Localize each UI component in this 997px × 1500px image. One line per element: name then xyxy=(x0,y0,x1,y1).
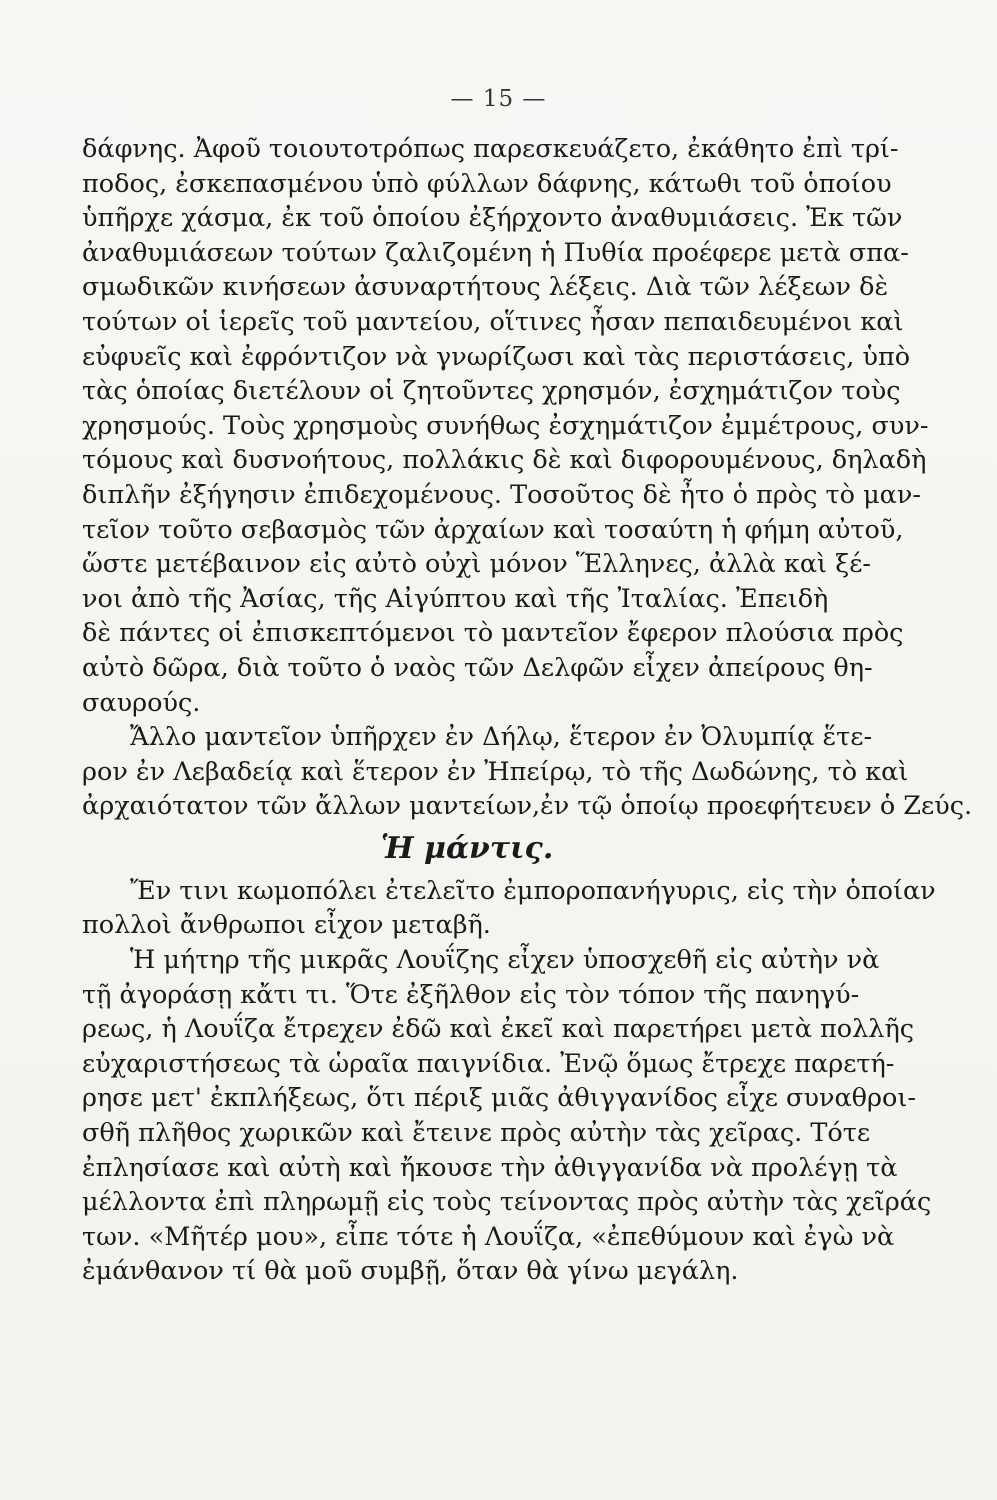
text-line: μέλλοντα ἐπὶ πληρωμῇ εἰς τοὺς τείνοντας πρὸς αὐτὴν τὰς χεῖράς xyxy=(82,1187,932,1218)
text-line: πολλοὶ ἄνθρωποι εἶχον μεταβῆ. xyxy=(82,910,491,941)
text-line: Ἔν τινι κωμοπόλει ἐτελεῖτο ἐμποροπανήγυρις, εἰς τὴν ὁποίαν xyxy=(130,875,936,906)
text-line: χρησμούς. Τοὺς χρησμοὺς συνήθως ἐσχημάτιζον ἐμμέτρους, συν- xyxy=(82,410,929,441)
text-line: τεῖον τοῦτο σεβασμὸς τῶν ἀρχαίων καὶ τοσαύτη ἡ φήμη αὐτοῦ, xyxy=(82,514,904,545)
text-line: εὐχαριστήσεως τὰ ὡραῖα παιγνίδια. Ἐνῷ ὅμως ἔτρεχε παρετή- xyxy=(82,1048,895,1079)
text-line: ἀρχαιότατον τῶν ἄλλων μαντείων,ἐν τῷ ὁποίῳ προεφήτευεν ὁ Ζεύς. xyxy=(82,791,973,822)
text-line: σαυρούς. xyxy=(82,687,201,718)
text-line: σθῆ πλῆθος χωρικῶν καὶ ἔτεινε πρὸς αὐτὴν τὰς χεῖρας. Τότε xyxy=(82,1118,871,1149)
text-line: ποδος, ἐσκεπασμένου ὑπὸ φύλλων δάφνης, κάτωθι τοῦ ὁποίου xyxy=(82,168,892,199)
text-line: δὲ πάντες οἱ ἐπισκεπτόμενοι τὸ μαντεῖον ἔφερον πλούσια πρὸς xyxy=(82,618,904,649)
text-line: ρησε μετ' ἐκπλήξεως, ὅτι πέριξ μιᾶς ἀθιγγανίδος εἶχε συναθροι- xyxy=(82,1083,916,1114)
page-text xyxy=(82,132,973,1289)
text-line: ἐμάνθανον τί θὰ μοῦ συμβῇ, ὅταν θὰ γίνω μεγάλη. xyxy=(82,1256,739,1287)
text-line: νοι ἀπὸ τῆς Ἀσίας, τῆς Αἰγύπτου καὶ τῆς Ἰταλίας. Ἐπειδὴ xyxy=(82,583,829,614)
text-line: σμωδικῶν κινήσεων ἀσυναρτήτους λέξεις. Διὰ τῶν λέξεων δὲ xyxy=(82,272,889,303)
page-number: — 15 — xyxy=(450,86,547,112)
text-line: ὑπῆρχε χάσμα, ἐκ τοῦ ὁποίου ἐξήρχοντο ἀναθυμιάσεις. Ἐκ τῶν xyxy=(82,203,903,234)
text-line: δάφνης. Ἀφοῦ τοιουτοτρόπως παρεσκευάζετο, ἐκάθητο ἐπὶ τρί- xyxy=(82,134,899,164)
text-line: τούτων οἱ ἱερεῖς τοῦ μαντείου, οἵτινες ἦσαν πεπαιδευμένοι καὶ xyxy=(82,306,904,337)
text-line: τόμους καὶ δυσνοήτους, πολλάκις δὲ καὶ διφορουμένους, δηλαδὴ xyxy=(82,445,927,476)
text-line: διπλῆν ἐξήγησιν ἐπιδεχομένους. Τοσοῦτος δὲ ἦτο ὁ πρὸς τὸ μαν- xyxy=(82,479,922,510)
text-line: των. «Μῆτέρ μου», εἶπε τότε ἡ Λουΐζα, «ἐπεθύμουν καὶ ἐγὼ νὰ xyxy=(82,1221,895,1252)
text-line: ρον ἐν Λεβαδείᾳ καὶ ἕτερον ἐν Ἠπείρῳ, τὸ τῆς Δωδώνης, τὸ καὶ xyxy=(82,756,909,787)
text-line: ἐπλησίασε καὶ αὐτὴ καὶ ἤκουσε τὴν ἀθιγγανίδα νὰ προλέγῃ τὰ xyxy=(82,1152,898,1183)
text-line: τὰς ὁποίας διετέλουν οἱ ζητοῦντες χρησμόν, ἐσχημάτιζον τοὺς xyxy=(82,376,901,407)
text-line: ὥστε μετέβαινον εἰς αὐτὸ οὐχὶ μόνον Ἕλληνες, ἀλλὰ καὶ ξέ- xyxy=(82,549,872,580)
text-line: εὐφυεῖς καὶ ἐφρόντιζον νὰ γνωρίζωσι καὶ τὰς περιστάσεις, ὑπὸ xyxy=(82,341,911,372)
text-line: ρεως, ἡ Λουΐζα ἔτρεχεν ἐδῶ καὶ ἐκεῖ καὶ παρετήρει μετὰ πολλῆς xyxy=(82,1014,915,1045)
text-line: τῇ ἀγοράσῃ κἄτι τι. Ὅτε ἐξῆλθον εἰς τὸν τόπον τῆς πανηγύ- xyxy=(82,979,860,1010)
section-heading: Ἡ μάντις. xyxy=(380,830,554,866)
text-line: ἀναθυμιάσεων τούτων ζαλιζομένη ἡ Πυθία προέφερε μετὰ σπα- xyxy=(82,237,909,268)
text-line: Ἄλλο μαντεῖον ὑπῆρχεν ἐν Δήλῳ, ἕτερον ἐν Ὀλυμπίᾳ ἕτε- xyxy=(130,722,873,753)
text-line: αὐτὸ δῶρα, διὰ τοῦτο ὁ ναὸς τῶν Δελφῶν εἶχεν ἀπείρους θη- xyxy=(82,652,873,683)
text-line: Ἡ μήτηρ τῆς μικρᾶς Λουΐζης εἶχεν ὑποσχεθῆ εἰς αὐτὴν νὰ xyxy=(130,945,880,976)
